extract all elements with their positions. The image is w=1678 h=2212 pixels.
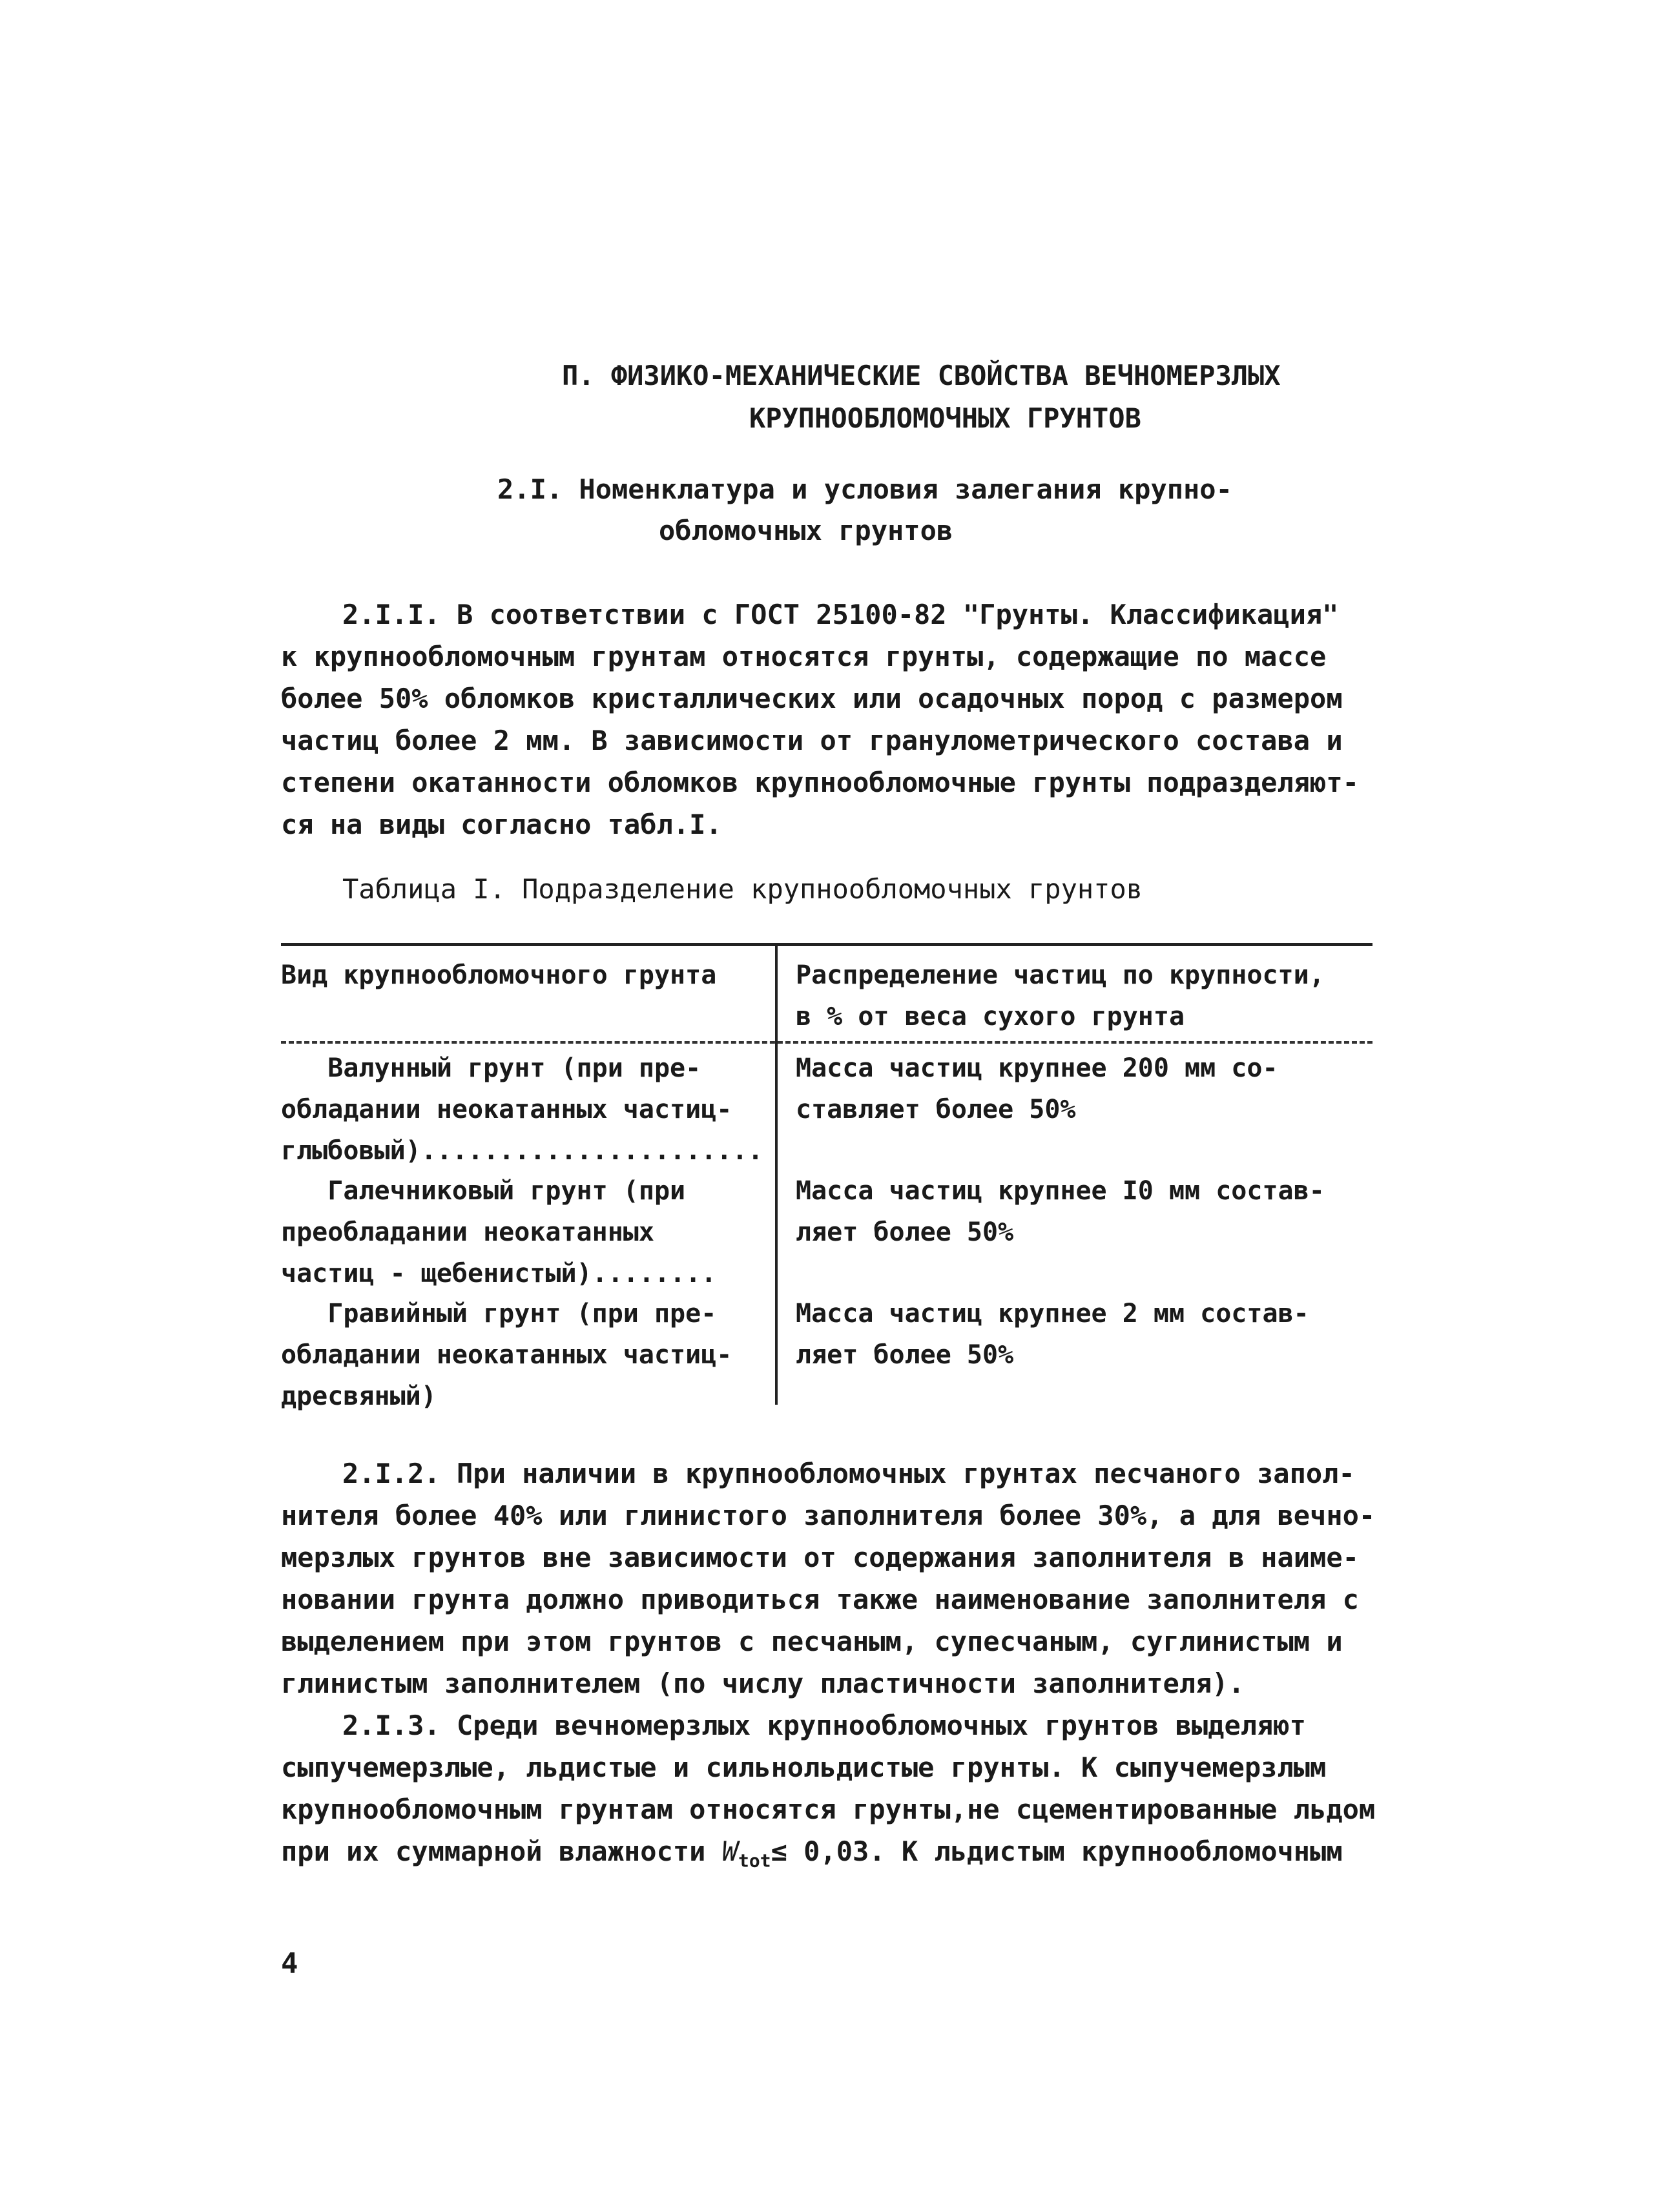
row-left-line: обладании неокатанных частиц- <box>281 1340 732 1370</box>
row-left-line: Валунный грунт (при пре- <box>281 1053 701 1083</box>
para-2-1-1-line: степени окатанности обломков крупнообломочные грунты подразделяют- <box>281 767 1359 798</box>
table-column-divider <box>775 946 778 1405</box>
table-top-rule <box>281 943 1372 946</box>
row-left-line: дресвяный) <box>281 1381 437 1411</box>
para-2-1-3-line: сыпучемерзлые, льдистые и сильнольдистые грунты. К сыпучемерзлым <box>281 1752 1327 1783</box>
row-right-line: Масса частиц крупнее 2 мм состав- <box>796 1299 1309 1328</box>
para-2-1-3-line: 2.I.3. Среди вечномерзлых крупнообломочных грунтов выделяют <box>342 1710 1306 1741</box>
row-left-line: Галечниковый грунт (при <box>281 1176 686 1206</box>
row-right-line: Масса частиц крупнее 200 мм со- <box>796 1053 1278 1083</box>
page-number: 4 <box>281 1947 298 1980</box>
moisture-symbol: W <box>721 1835 739 1867</box>
text-after-symbol: ≤ 0,03. К льдистым крупнообломочным <box>771 1835 1343 1867</box>
row-left-line: обладании неокатанных частиц- <box>281 1095 732 1124</box>
para-2-1-2-line: нителя более 40% или глинистого заполнителя более 30%, а для вечно- <box>281 1500 1376 1531</box>
row-right-line: ляет более 50% <box>796 1340 1014 1370</box>
row-left-line: частиц - щебенистый)........ <box>281 1259 717 1288</box>
para-2-1-1-line: ся на виды согласно табл.I. <box>281 809 722 840</box>
header-right-line1: Распределение частиц по крупности, <box>796 960 1325 990</box>
row-left-line: глыбовый)...................... <box>281 1136 763 1166</box>
text-before-symbol: при их суммарной влажности <box>281 1835 722 1867</box>
row-left-line: Гравийный грунт (при пре- <box>281 1299 717 1328</box>
row-right-line: Масса частиц крупнее I0 мм состав- <box>796 1176 1325 1206</box>
para-2-1-2-line: новании грунта должно приводиться также наименование заполнителя с <box>281 1584 1359 1615</box>
para-2-1-1-line: 2.I.I. В соответствии с ГОСТ 25100-82 "Грунты. Классификация" <box>342 599 1339 630</box>
row-right-line: ставляет более 50% <box>796 1095 1076 1124</box>
section-title-line2: КРУПНООБЛОМОЧНЫХ ГРУНТОВ <box>749 402 1141 434</box>
subsection-title-line2: обломочных грунтов <box>659 515 953 546</box>
para-2-1-1-line: более 50% обломков кристаллических или осадочных пород с размером <box>281 683 1343 714</box>
row-right-line: ляет более 50% <box>796 1217 1014 1247</box>
para-2-1-2-line: выделением при этом грунтов с песчаным, супесчаным, суглинистым и <box>281 1626 1343 1657</box>
section-title-line1: П. ФИЗИКО-МЕХАНИЧЕСКИЕ СВОЙСТВА ВЕЧНОМЕРЗЛЫХ <box>562 360 1281 391</box>
header-left: Вид крупнообломочного грунта <box>281 960 717 990</box>
subsection-title-line1: 2.I. Номенклатура и условия залегания крупно- <box>497 473 1232 505</box>
para-2-1-2-line: глинистым заполнителем (по числу пластичности заполнителя). <box>281 1668 1245 1699</box>
para-2-1-1-line: частиц более 2 мм. В зависимости от гранулометрического состава и <box>281 725 1343 756</box>
moisture-subscript: tot <box>738 1850 771 1872</box>
para-2-1-3-line: крупнообломочным грунтам относятся грунты,не сцементированные льдом <box>281 1793 1376 1825</box>
para-2-1-1-line: к крупнообломочным грунтам относятся грунты, содержащие по массе <box>281 641 1327 672</box>
table-caption: Таблица I. Подразделение крупнообломочных грунтов <box>342 873 1143 905</box>
para-2-1-3-last-line <box>281 1831 1343 1881</box>
row-left-line: преобладании неокатанных <box>281 1217 654 1247</box>
table-header-rule <box>281 1041 1372 1044</box>
header-right-line2: в % от веса сухого грунта <box>796 1002 1185 1031</box>
para-2-1-2-line: мерзлых грунтов вне зависимости от содержания заполнителя в наиме- <box>281 1542 1359 1573</box>
para-2-1-2-line: 2.I.2. При наличии в крупнообломочных грунтах песчаного запол- <box>342 1458 1355 1489</box>
